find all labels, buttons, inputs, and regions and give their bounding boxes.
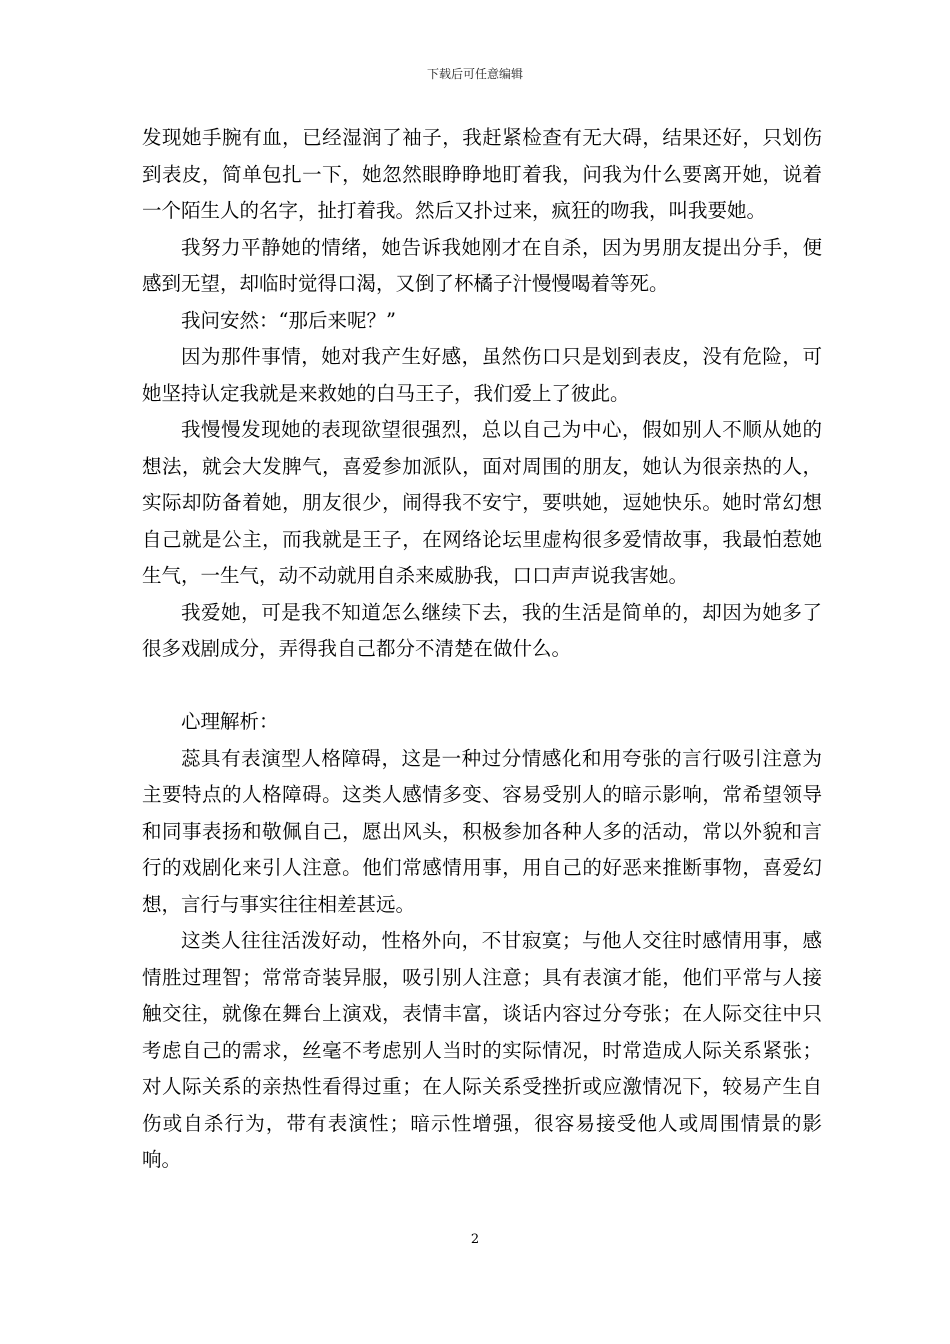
paragraph-6: 我爱她，可是我不知道怎么继续下去，我的生活是简单的，却因为她多了很多戏剧成分，弄得我自己都分不清楚在做什么。 xyxy=(142,600,822,660)
page-number: 2 xyxy=(470,1232,480,1247)
paragraph-2: 我努力平静她的情绪，她告诉我她刚才在自杀，因为男朋友提出分手，便感到无望，却临时觉得口渴，又倒了杯橘子汁慢慢喝着等死。 xyxy=(142,235,822,295)
blank-line xyxy=(142,668,822,705)
paragraph-8: 这类人往往活泼好动，性格外向，不甘寂寞；与他人交往时感情用事，感情胜过理智；常常奇装异服，吸引别人注意；具有表演才能，他们平常与人接触交往，就像在舞台上演戏，表情丰富，谈话内容过分夸张；在人际交往中只考虑自己的需求，丝毫不考虑别人当时的实际情况，时常造成人际关系紧张；对人际关系的亲热性看得过重；在人际关系受挫折或应激情况下，较易产生自伤或自杀行为，带有表演性；暗示性增强，很容易接受他人或周围情景的影响。 xyxy=(142,929,822,1171)
paragraph-5: 我慢慢发现她的表现欲望很强烈，总以自己为中心，假如别人不顺从她的想法，就会大发脾气，喜爱参加派队，面对周围的朋友，她认为很亲热的人，实际却防备着她，朋友很少，闹得我不安宁，要哄她，逗她快乐。她时常幻想自己就是公主，而我就是王子，在网络论坛里虚构很多爱情故事，我最怕惹她生气，一生气，动不动就用自杀来威胁我，口口声声说我害她。 xyxy=(142,418,822,587)
paragraph-3: 我问安然：“那后来呢？” xyxy=(181,308,396,332)
paragraph-7: 蕊具有表演型人格障碍，这是一种过分情感化和用夸张的言行吸引注意为主要特点的人格障碍。这类人感情多变、容易受别人的暗示影响，常希望领导和同事表扬和敬佩自己，愿出风头，积极参加各种人多的活动，常以外貌和言行的戏剧化来引人注意。他们常感情用事，用自己的好恶来推断事物，喜爱幻想，言行与事实往往相差甚远。 xyxy=(142,746,822,916)
document-body xyxy=(142,120,822,1179)
paragraph-1: 发现她手腕有血，已经湿润了袖子，我赶紧检查有无大碍，结果还好，只划伤到表皮，简单包扎一下，她忽然眼睁睁地盯着我，问我为什么要离开她，说着一个陌生人的名字，扯打着我。然后又扑过来，疯狂的吻我，叫我要她。 xyxy=(142,126,822,222)
paragraph-4: 因为那件事情，她对我产生好感，虽然伤口只是划到表皮，没有危险，可她坚持认定我就是来救她的白马王子，我们爱上了彼此。 xyxy=(142,345,822,405)
page-header: 下载后可任意编辑 xyxy=(426,67,523,81)
section-heading: 心理解析： xyxy=(181,710,279,733)
